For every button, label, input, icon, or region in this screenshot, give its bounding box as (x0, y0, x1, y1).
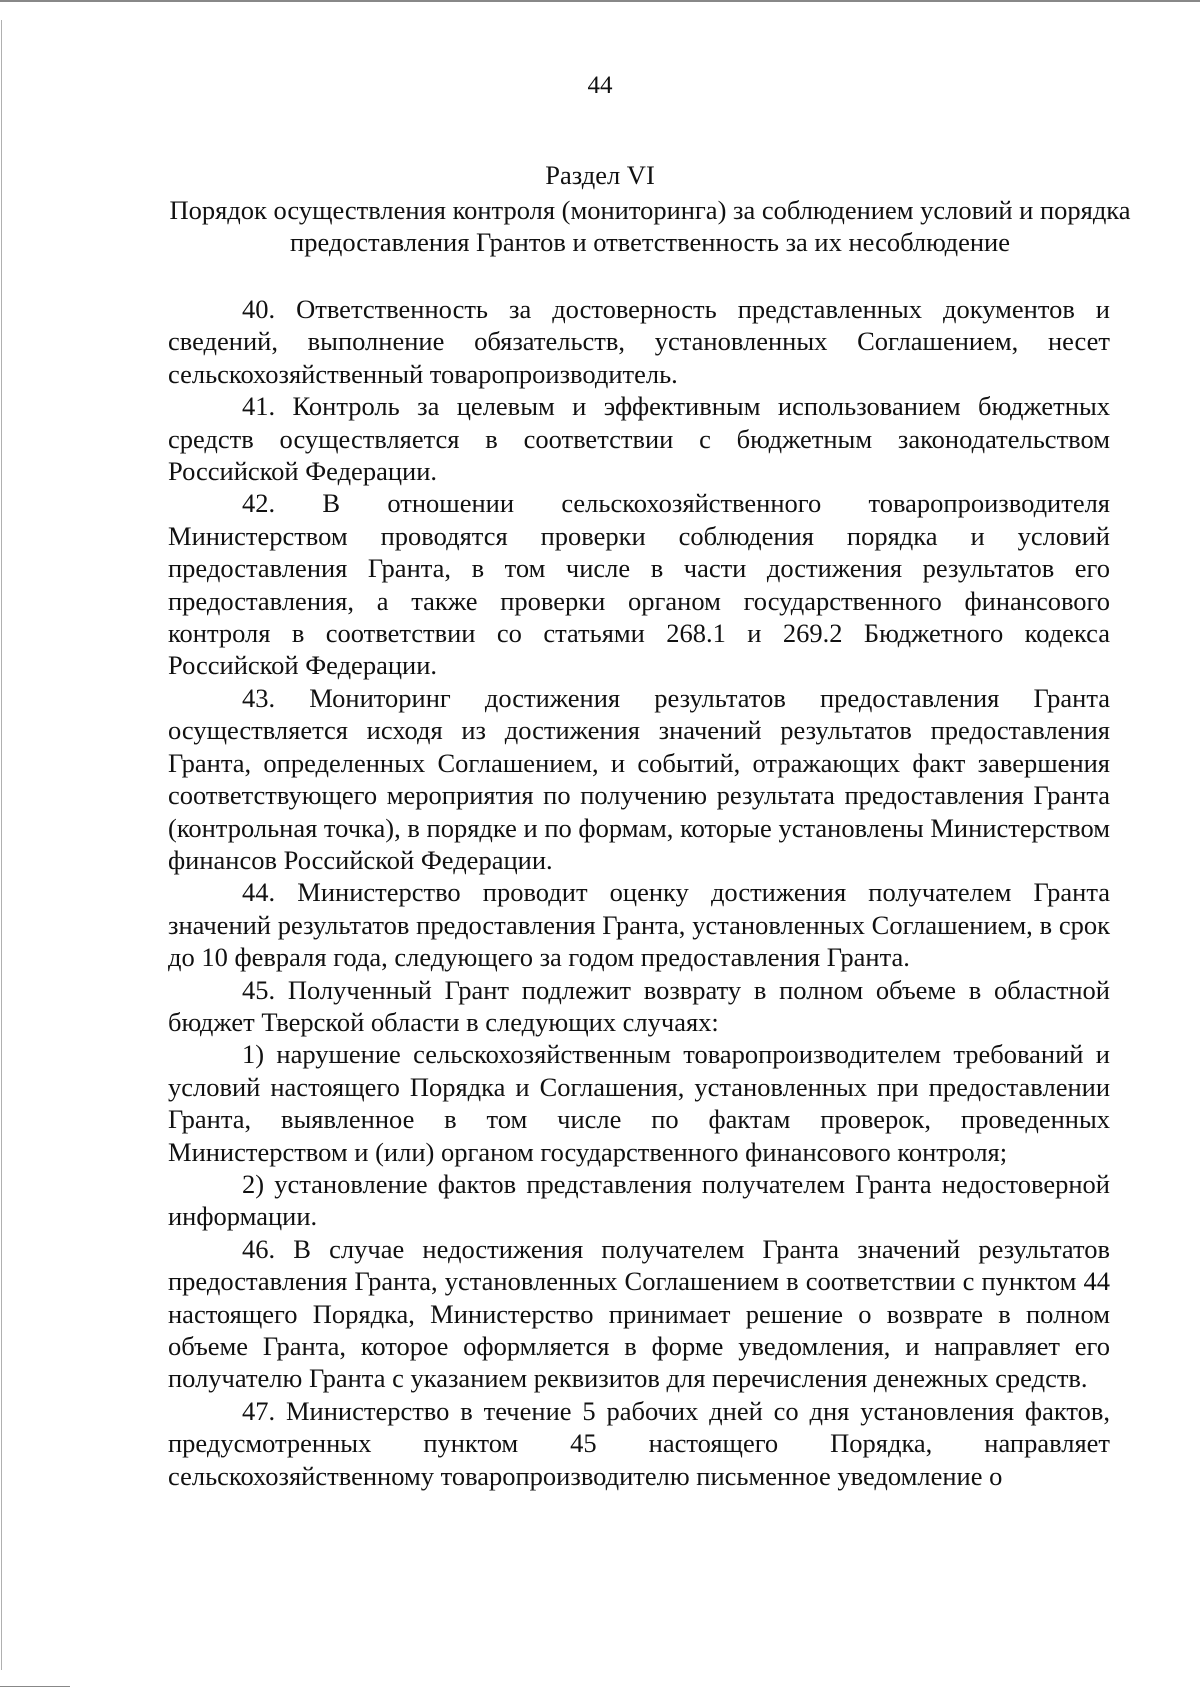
paragraph-44: 44. Министерство проводит оценку достижения получателем Гранта значений результатов предоставления Гранта, установленных Соглашением, в срок до 10 февраля года, следующего за годом предоставления Гранта. (168, 877, 1110, 973)
paragraph-45: 45. Полученный Грант подлежит возврату в полном объеме в областной бюджет Тверской области в следующих случаях: (168, 974, 1110, 1037)
paragraph-45-item-1: 1) нарушение сельскохозяйственным товаропроизводителем требований и условий настоящего Порядка и Соглашения, установленных при предоставлении Гранта, выявленное в том числе по фактам проверок, проведенных Министерством и (или) органом государственного финансового контроля; (168, 1039, 1110, 1167)
section-title: Порядок осуществления контроля (мониторинга) за соблюдением условий и порядка предоставления Грантов и ответственность за их несоблюдение (169, 195, 1131, 257)
paragraph-45-item-2: 2) установление фактов представления получателем Гранта недостоверной информации. (168, 1168, 1110, 1232)
paragraph-41: 41. Контроль за целевым и эффективным использованием бюджетных средств осуществляется в соответствии с бюджетным законодательством Российской Федерации. (168, 391, 1110, 487)
paragraph-46: 46. В случае недостижения получателем Гранта значений результатов предоставления Гранта, установленных Соглашением в соответствии с пунктом 44 настоящего Порядка, Министерство принимает решение о возврате в полном объеме Гранта, которое оформляется в форме уведомления, и направляет его получателю Гранта с указанием реквизитов для перечисления денежных средств. (168, 1233, 1110, 1394)
document-body (168, 293, 1110, 1492)
paragraph-43: 43. Мониторинг достижения результатов предоставления Гранта осуществляется исходя из достижения значений результатов предоставления Гранта, определенных Соглашением, и событий, отражающих факт завершения соответствующего мероприятия по получению результата предоставления Гранта (контрольная точка), в порядке и по формам, которые установлены Министерством финансов Российской Федерации. (168, 682, 1110, 875)
scan-edge-bottom (0, 1686, 70, 1687)
paragraph-42: 42. В отношении сельскохозяйственного товаропроизводителя Министерством проводятся проверки соблюдения порядка и условий предоставления Гранта, в том числе в части достижения результатов его предоставления, а также проверки органом государственного финансового контроля в соответствии со статьями 268.1 и 269.2 Бюджетного кодекса Российской Федерации. (168, 488, 1110, 681)
section-label: Раздел VI (545, 160, 655, 190)
scan-edge-left (1, 20, 2, 1670)
scan-edge-top (0, 0, 1200, 2)
paragraph-47: 47. Министерство в течение 5 рабочих дней со дня установления фактов, предусмотренных пунктом 45 настоящего Порядка, направляет сельскохозяйственному товаропроизводителю письменное уведомление о (168, 1395, 1110, 1491)
page-number: 44 (587, 72, 613, 99)
paragraph-40: 40. Ответственность за достоверность представленных документов и сведений, выполнение обязательств, установленных Соглашением, несет сельскохозяйственный товаропроизводитель. (168, 294, 1110, 389)
